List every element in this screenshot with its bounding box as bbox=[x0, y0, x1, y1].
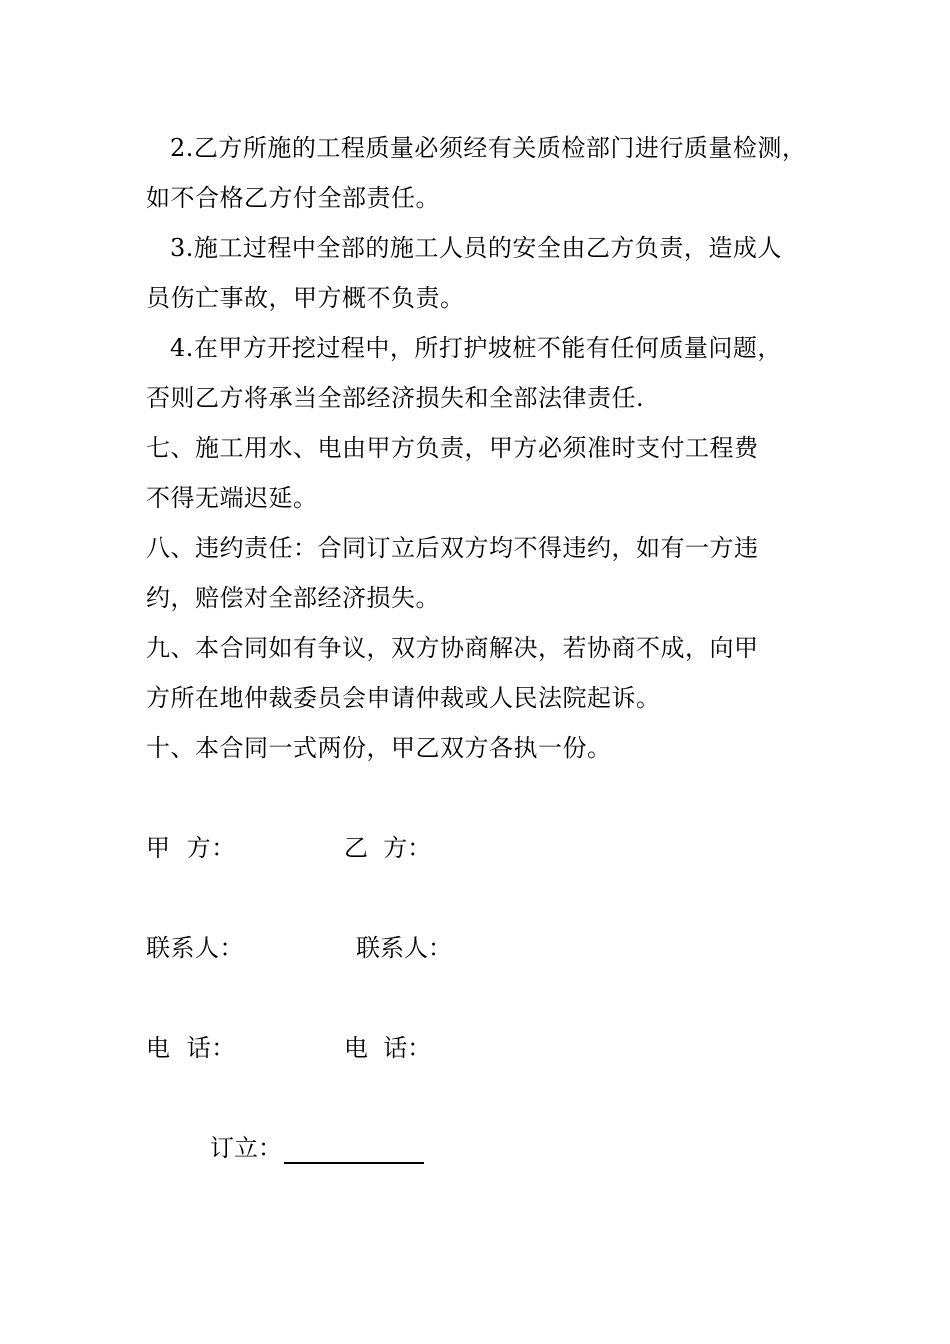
article-8-line-1: 八、违约责任：合同订立后双方均不得违约，如有一方违 bbox=[146, 534, 759, 562]
clause-3-line-2: 员伤亡事故，甲方概不负责。 bbox=[146, 284, 465, 312]
signed-date-blank-line bbox=[284, 1138, 424, 1164]
article-7-line-1: 七、施工用水、电由甲方负责，甲方必须准时支付工程费 bbox=[146, 434, 759, 462]
phone-a-label: 电 话： bbox=[146, 1034, 236, 1062]
contact-a-label: 联系人： bbox=[146, 934, 244, 962]
party-b-label: 乙 方： bbox=[344, 834, 432, 862]
article-7-line-2: 不得无端迟延。 bbox=[146, 484, 318, 512]
clause-4-line-1: 4.在甲方开挖过程中，所打护坡桩不能有任何质量问题， bbox=[170, 334, 782, 362]
clause-3-line-1: 3.施工过程中全部的施工人员的安全由乙方负责，造成人 bbox=[170, 234, 782, 262]
clause-4-line-2: 否则乙方将承当全部经济损失和全部法律责任. bbox=[146, 384, 645, 412]
party-a-label: 甲 方： bbox=[146, 834, 236, 862]
phone-b-label: 电 话： bbox=[344, 1034, 432, 1062]
article-9-line-1: 九、本合同如有争议，双方协商解决，若协商不成，向甲 bbox=[146, 634, 759, 662]
clause-2-line-1: 2.乙方所施的工程质量必须经有关质检部门进行质量检测， bbox=[170, 134, 807, 162]
article-8-line-2: 约，赔偿对全部经济损失。 bbox=[146, 584, 440, 612]
clause-2-line-2: 如不合格乙方付全部责任。 bbox=[146, 184, 440, 212]
article-9-line-2: 方所在地仲裁委员会申请仲裁或人民法院起诉。 bbox=[146, 684, 661, 712]
contact-b-label: 联系人： bbox=[356, 934, 452, 962]
article-10-line-1: 十、本合同一式两份，甲乙双方各执一份。 bbox=[146, 734, 612, 762]
signed-date-label: 订立： bbox=[210, 1134, 282, 1162]
signed-date-row bbox=[210, 1132, 424, 1164]
